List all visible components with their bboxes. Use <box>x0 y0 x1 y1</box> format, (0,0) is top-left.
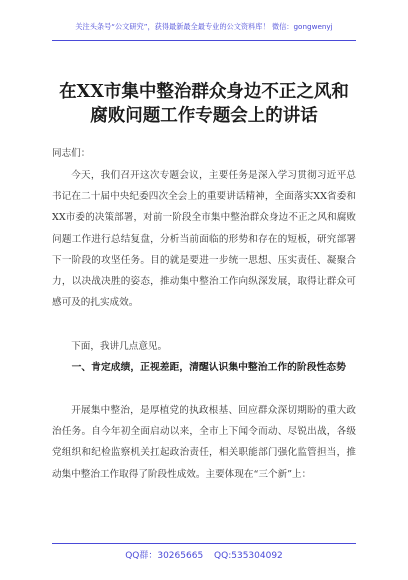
header-divider <box>52 40 356 41</box>
header-banner: 关注头条号“公文研究”，获得最新最全最专业的公文资料库！ 微信：gongwenyj <box>75 22 333 31</box>
paragraph-2: 下面，我讲几点意见。 <box>71 341 168 352</box>
footer <box>0 548 408 561</box>
document-title <box>40 80 368 128</box>
title-line-2: 腐败问题工作专题会上的讲话 <box>90 106 318 126</box>
footer-qq-group: QQ群：30265665 <box>125 551 204 561</box>
footer-qq: QQ:535304092 <box>214 551 283 561</box>
paragraph-3: 开展集中整治，是厚植党的执政根基、回应群众深切期盼的重大政治任务。自今年初全面启动以来，全市上下闻令而动、尽锐出战，各级党组织和纪检监察机关扛起政治责任，相关职能部门强化监管担当，推动集中整治工作取得了阶段性成效。主要体现在“三个新”上： <box>52 405 356 480</box>
paragraph-1: 今天，我们召开这次专题会议，主要任务是深入学习贯彻习近平总书记在二十届中央纪委四次全会上的重要讲话精神，全面落实XX省委和XX市委的决策部署，对前一阶段全市集中整治群众身边不正之风和腐败问题工作进行总结复盘，分析当前面临的形势和存在的短板，研究部署下一阶段的攻坚任务。目的就是要进一步统一思想、压实责任、凝聚合力，以决战决胜的姿态，推动集中整治工作向纵深发展，取得让群众可感可及的扎实成效。 <box>52 170 356 309</box>
footer-divider <box>52 543 356 544</box>
title-line-1: 在XX市集中整治群众身边不正之风和 <box>59 82 349 102</box>
section-heading-1: 一、肯定成绩，正视差距，清醒认识集中整治工作的阶段性态势 <box>71 362 346 373</box>
salutation: 同志们： <box>52 148 91 159</box>
